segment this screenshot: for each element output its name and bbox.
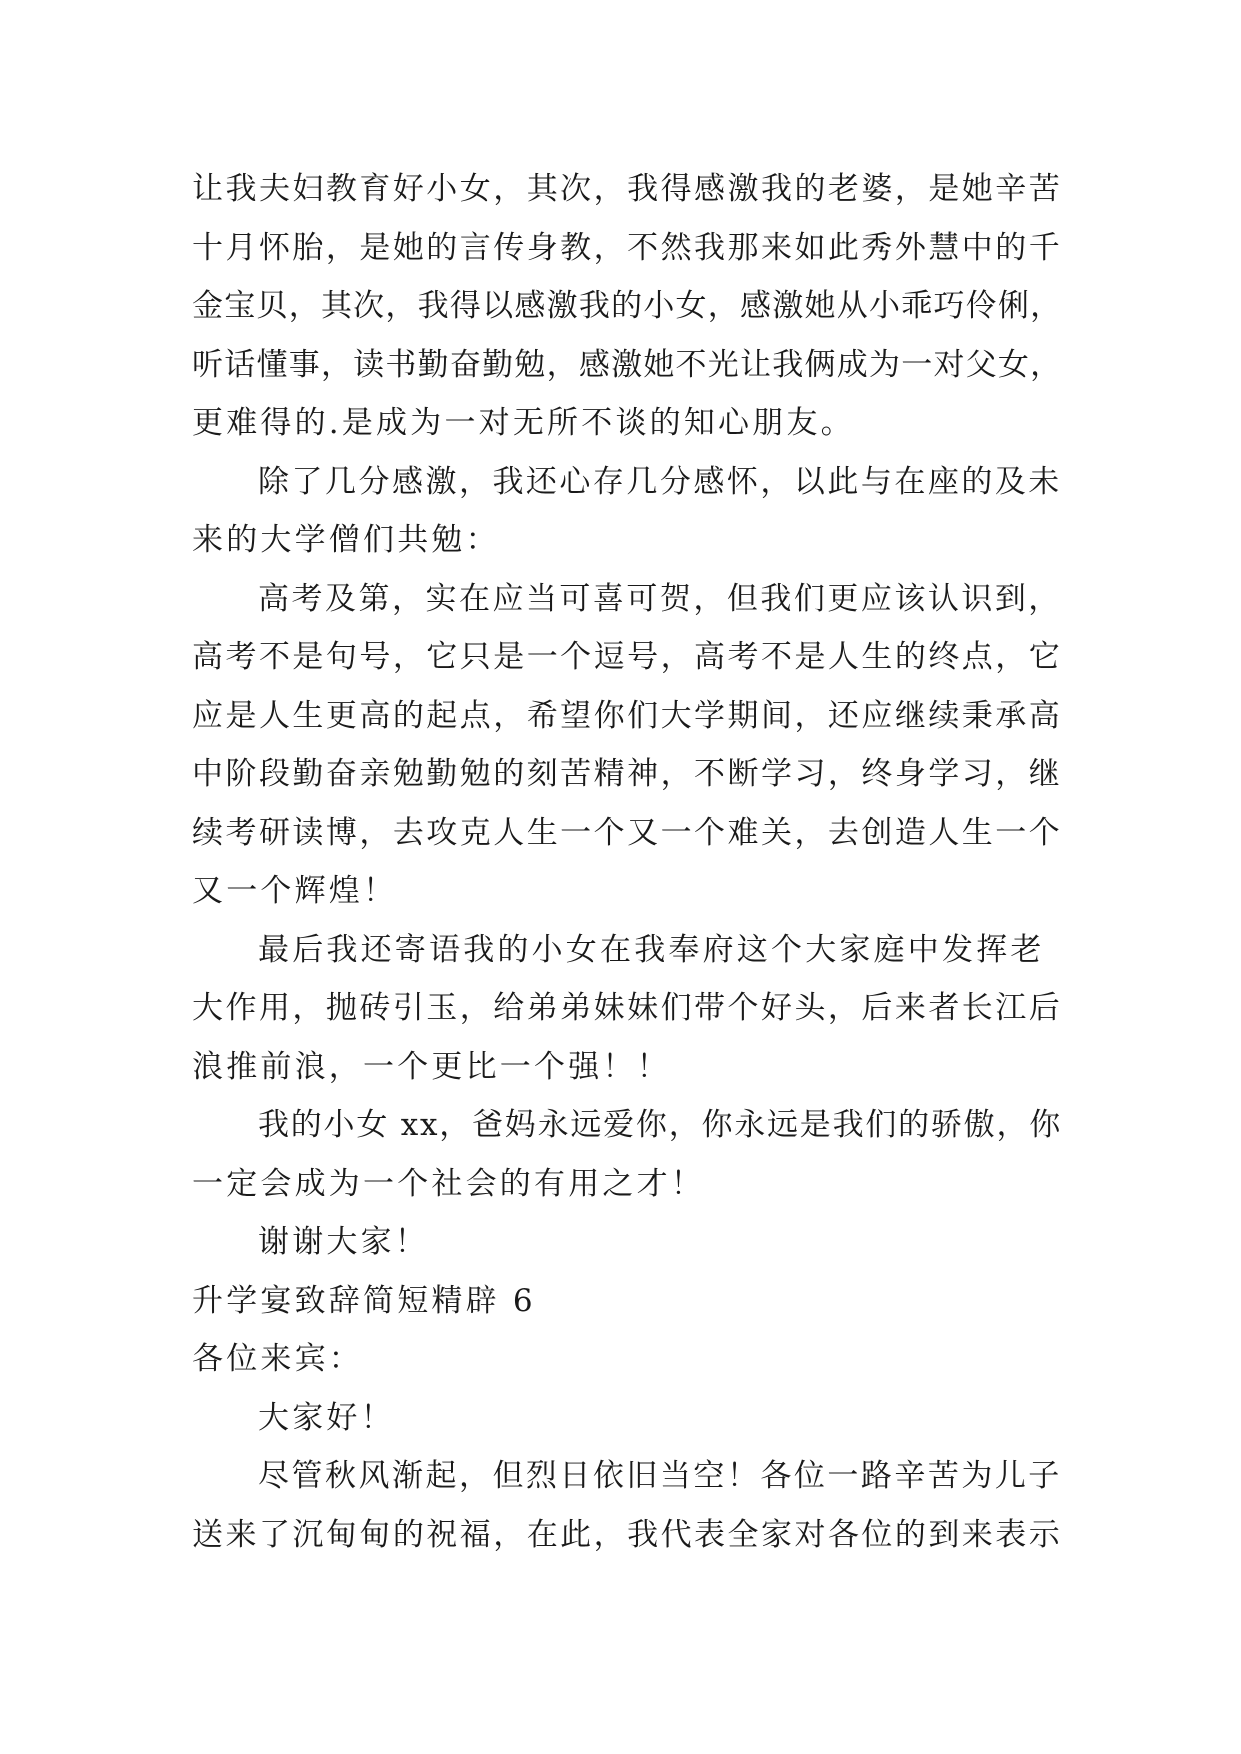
text-line: 中阶段勤奋亲勉勤勉的刻苦精神，不断学习，终身学习，继	[192, 756, 1063, 792]
text-line: 尽管秋风渐起，但烈日依旧当空！各位一路辛苦为儿子	[258, 1458, 1062, 1494]
text-line: 来的大学僧们共勉：	[192, 522, 500, 558]
text-line: 十月怀胎，是她的言传身教，不然我那来如此秀外慧中的千	[192, 229, 1063, 266]
text-line: 最后我还寄语我的小女在我奉府这个大家庭中发挥老	[258, 931, 1045, 968]
text-line: 更难得的.是成为一对无所不谈的知心朋友。	[192, 405, 855, 441]
salutation: 各位来宾：	[192, 1341, 363, 1377]
text-line: 高考不是句号，它只是一个逗号，高考不是人生的终点，它	[192, 639, 1063, 675]
text-line: 除了几分感激，我还心存几分感怀，以此与在座的及未	[258, 463, 1062, 500]
text-line: 我的小女 xx，爸妈永远爱你，你永远是我们的骄傲，你	[258, 1107, 1063, 1143]
document-body	[192, 160, 1062, 1564]
text-line: 又一个辉煌！	[192, 873, 398, 909]
text-line: 让我夫妇教育好小女，其次，我得感激我的老婆，是她辛苦	[192, 171, 1063, 207]
text-line: 应是人生更高的起点，希望你们大学期间，还应继续秉承高	[192, 697, 1063, 734]
text-line: 送来了沉甸甸的祝福，在此，我代表全家对各位的到来表示	[192, 1516, 1063, 1553]
text-line: 谢谢大家！	[258, 1224, 429, 1260]
section-heading: 升学宴致辞简短精辟 6	[192, 1282, 536, 1319]
text-line: 金宝贝，其次，我得以感激我的小女，感激她从小乖巧伶俐，	[192, 288, 1063, 324]
text-line: 续考研读博，去攻克人生一个又一个难关，去创造人生一个	[192, 814, 1063, 851]
text-line: 听话懂事，读书勤奋勤勉，感激她不光让我俩成为一对父女，	[192, 346, 1063, 383]
greeting: 大家好！	[258, 1399, 395, 1436]
text-line: 高考及第，实在应当可喜可贺，但我们更应该认识到，	[258, 580, 1062, 617]
text-line: 浪推前浪，一个更比一个强！！	[192, 1048, 671, 1085]
text-line: 大作用，抛砖引玉，给弟弟妹妹们带个好头，后来者长江后	[192, 990, 1063, 1026]
text-line: 一定会成为一个社会的有用之才！	[192, 1165, 705, 1202]
